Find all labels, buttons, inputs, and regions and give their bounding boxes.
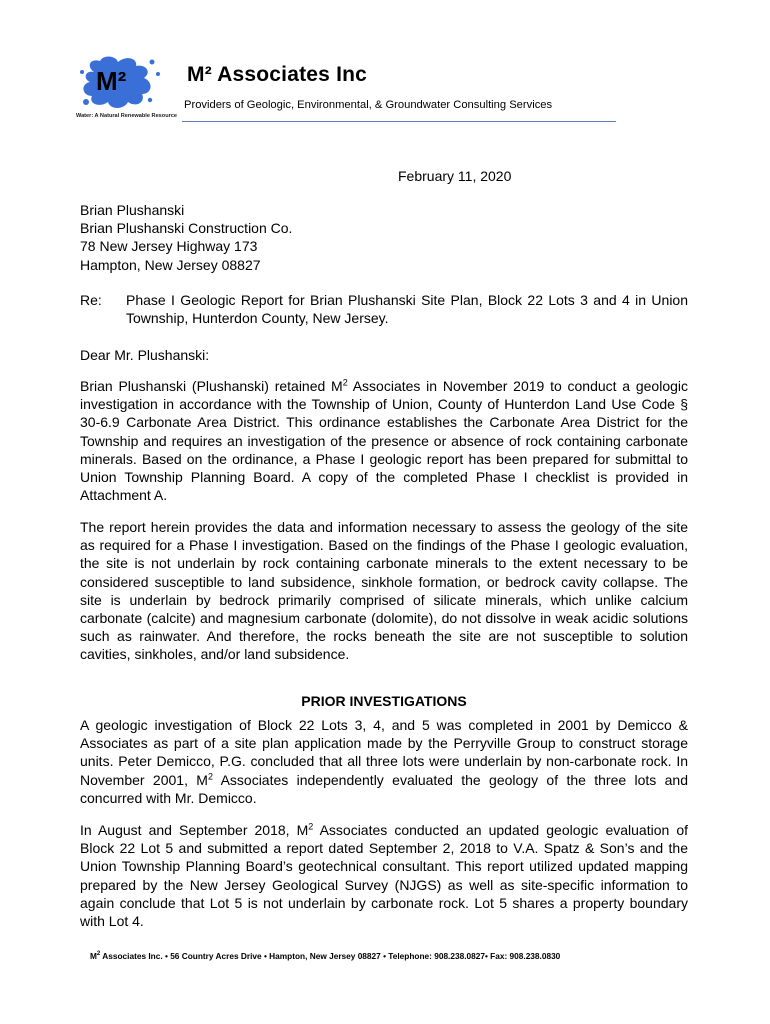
paragraph-3-part-a: A geologic investigation of Block 22 Lots 3, 4, and 5 was completed in 2001 by Demicco & Associates as part of a site plan application made by the Perryville Group to construct storage units. Peter Demicco, P.G. concluded that all three lots were underlain by non-carbonate rock. In November 2001, M <box>80 717 688 788</box>
company-tagline: Providers of Geologic, Environmental, & Groundwater Consulting Services <box>184 99 553 111</box>
recipient-street: 78 New Jersey Highway 173 <box>80 238 258 255</box>
section-heading: PRIOR INVESTIGATIONS <box>301 693 467 709</box>
page-footer <box>90 951 560 961</box>
footer-m: M <box>90 951 97 961</box>
paragraph-3 <box>80 716 688 807</box>
re-subject: Phase I Geologic Report for Brian Plushanski Site Plan, Block 22 Lots 3 and 4 in Union Township, Hunterdon County, New Jersey. <box>126 292 688 327</box>
letter-date: February 11, 2020 <box>398 168 512 184</box>
logo-mark-text: M² <box>96 66 127 96</box>
paragraph-4-part-a: In August and September 2018, M <box>80 822 309 838</box>
superscript-2: 2 <box>308 821 314 832</box>
company-name: M² Associates Inc <box>187 63 368 86</box>
paragraph-1-part-a: Brian Plushanski (Plushanski) retained M <box>80 378 343 394</box>
footer-text: Associates Inc. • 56 Country Acres Drive • Hampton, New Jersey 08827 • Telephone: 908.238.0827• Fax: 908.238.0830 <box>100 951 561 961</box>
logo-motto: Water: A Natural Renewable Resource <box>76 113 178 119</box>
recipient-city: Hampton, New Jersey 08827 <box>80 256 261 273</box>
paragraph-4-part-b: Associates conducted an updated geologic evaluation of Block 22 Lot 5 and submitted a report dated September 2, 2018 to V.A. Spatz & Son’s and the Union Township Planning Board’s geotechnical consultant. This report utilized updated mapping prepared by the New Jersey Geological Survey (NJGS) as well as site-specific information to again conclude that Lot 5 is not underlain by carbonate rock. Lot 5 shares a property boundary with Lot 4. <box>80 822 688 930</box>
paragraph-1 <box>80 377 688 504</box>
footer-superscript: 2 <box>96 951 101 958</box>
paragraph-1-part-b: Associates in November 2019 to conduct a geologic investigation in accordance with the Township of Union, County of Hunterdon Land Use Code § 30-6.9 Carbonate Area District. This ordinance establishes the Carbonate Area District for the Township and requires an investigation of the presence or absence of rock containing carbonate minerals. Based on the ordinance, a Phase I geologic report has been prepared for submittal to Union Township Planning Board. A copy of the completed Phase I checklist is provided in Attachment A. <box>80 378 689 504</box>
paragraph-3-part-b: Associates independently evaluated the geology of the three lots and concurred with Mr. Demicco. <box>80 771 689 806</box>
salutation: Dear Mr. Plushanski: <box>80 347 210 363</box>
paragraph-4 <box>80 821 688 930</box>
company-logo <box>72 52 187 122</box>
superscript-2: 2 <box>207 770 213 781</box>
recipient-name: Brian Plushanski <box>80 202 185 218</box>
re-label: Re: <box>80 292 102 308</box>
paragraph-2: The report herein provides the data and information necessary to assess the geology of the site as required for a Phase I investigation. Based on the findings of the Phase I geologic evaluation, the site is not underlain by rock containing carbonate minerals to the extent necessary to be considered susceptible to land subsidence, sinkhole formation, or bedrock cavity collapse. The site is underlain by bedrock primarily comprised of silicate minerals, which unlike calcium carbonate (calcite) and magnesium carbonate (dolomite), do not dissolve in weak acidic solutions such as rainwater. And therefore, the rocks beneath the site are not susceptible to solution cavities, sinkholes, and/or land subsidence. <box>80 519 688 663</box>
recipient-company: Brian Plushanski Construction Co. <box>80 220 293 237</box>
header-divider <box>182 121 616 122</box>
recipient-address <box>80 201 292 274</box>
superscript-2: 2 <box>342 377 348 388</box>
